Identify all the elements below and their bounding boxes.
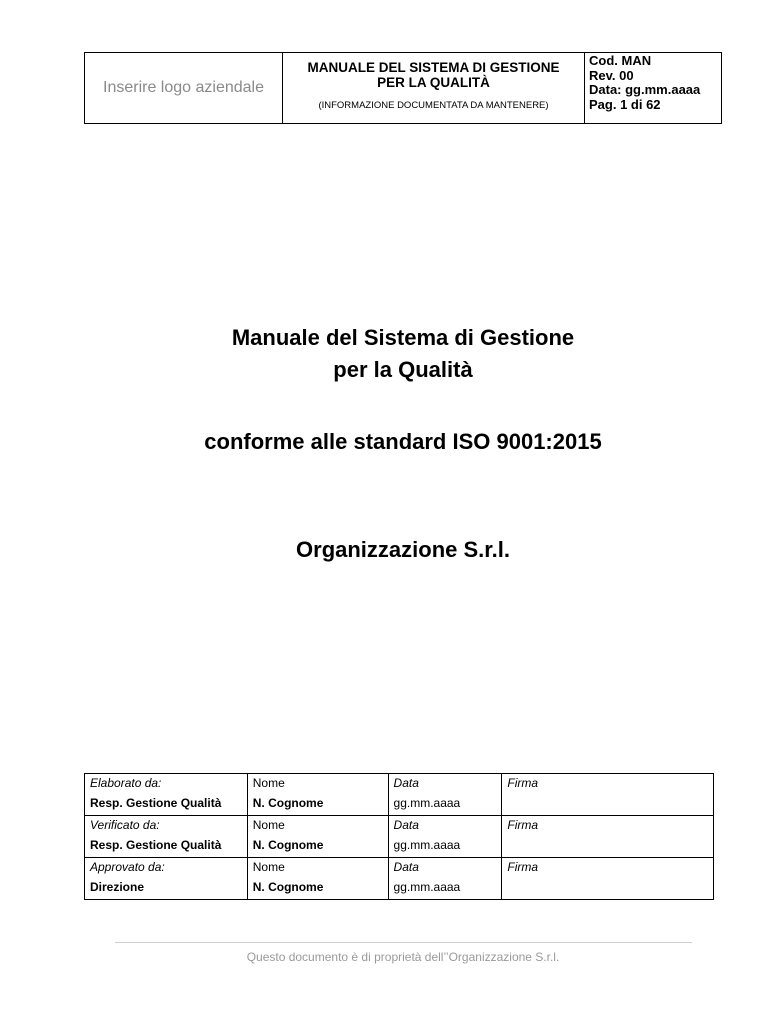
role-cell [85,816,248,858]
date-value: gg.mm.aaaa [393,796,461,810]
logo-placeholder: Inserire logo aziendale [85,53,283,123]
standard-line: conforme alle standard ISO 9001:2015 [204,429,602,454]
header-subtitle: (INFORMAZIONE DOCUMENTATA DA MANTENERE) [318,100,549,111]
role-label: Verificato da: [90,818,160,832]
header-page: Pag. 1 di 62 [589,96,661,112]
role-cell [85,858,248,900]
role-cell [85,774,248,816]
name-cell [247,774,388,816]
document-title [0,322,770,386]
name-value: N. Cognome [252,838,324,852]
role-value: Resp. Gestione Qualità [90,796,222,810]
document-title-line2: per la Qualità [333,357,473,382]
organization-name: Organizzazione S.r.l. [296,537,510,562]
date-label: Data [393,776,419,790]
header-code: Cod. MAN [589,53,652,68]
footer-divider [115,942,692,943]
date-label: Data [393,818,419,832]
date-value: gg.mm.aaaa [393,880,461,894]
header-date: Data: gg.mm.aaaa [589,82,701,97]
header-revision: Rev. 00 [589,67,634,83]
approval-row-elaborato [85,774,714,816]
approval-row-approvato [85,858,714,900]
signature-label: Firma [507,776,539,790]
role-label: Elaborato da: [90,776,162,790]
role-value: Resp. Gestione Qualità [90,838,222,852]
document-title-line1: Manuale del Sistema di Gestione [231,325,575,350]
approval-row-verificato [85,816,714,858]
header-title-line1: MANUALE DEL SISTEMA DI GESTIONE [307,60,560,75]
name-value: N. Cognome [252,880,324,894]
name-value: N. Cognome [252,796,324,810]
role-value: Direzione [90,880,145,894]
header-title-cell [283,53,585,123]
document-header [84,52,722,124]
footer-ownership-note: Questo documento è di proprietà dell’’Organizzazione S.r.l. [246,950,560,964]
date-cell [388,774,502,816]
name-cell [247,858,388,900]
name-label: Nome [252,860,285,874]
signature-cell [502,774,714,816]
date-cell [388,816,502,858]
date-label: Data [393,860,419,874]
date-cell [388,858,502,900]
name-cell [247,816,388,858]
signature-label: Firma [507,860,539,874]
name-label: Nome [252,776,285,790]
role-label: Approvato da: [90,860,165,874]
signature-cell [502,858,714,900]
approval-table [84,773,714,900]
header-title-line2: PER LA QUALITÀ [377,75,490,90]
signature-cell [502,816,714,858]
date-value: gg.mm.aaaa [393,838,461,852]
header-meta-cell [585,53,721,123]
signature-label: Firma [507,818,539,832]
name-label: Nome [252,818,285,832]
